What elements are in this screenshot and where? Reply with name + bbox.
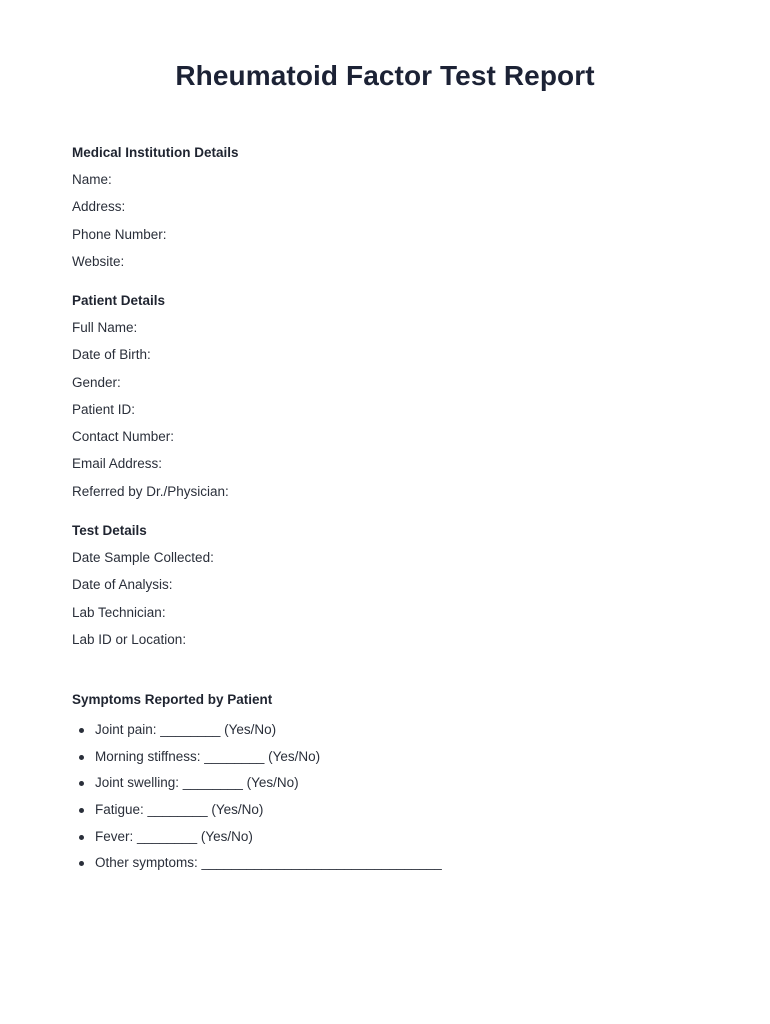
patient-full-name-field: Full Name: bbox=[72, 320, 138, 335]
patient-id-field: Patient ID: bbox=[72, 401, 136, 417]
symptoms-list bbox=[72, 720, 692, 873]
institution-heading: Medical Institution Details bbox=[72, 145, 239, 160]
patient-contact-field: Contact Number: bbox=[72, 429, 175, 445]
symptoms-section bbox=[72, 690, 692, 880]
symptom-other bbox=[72, 853, 692, 873]
bullet-icon bbox=[79, 728, 84, 733]
symptom-joint-pain bbox=[72, 720, 692, 740]
institution-name-field: Name: bbox=[72, 172, 112, 187]
bullet-icon bbox=[79, 808, 84, 813]
institution-section bbox=[72, 143, 692, 279]
symptom-text: Fever: ________ (Yes/No) bbox=[95, 828, 253, 844]
institution-address-field: Address: bbox=[72, 199, 126, 215]
test-heading: Test Details bbox=[72, 523, 147, 538]
patient-gender-field: Gender: bbox=[72, 374, 121, 390]
symptom-fatigue bbox=[72, 800, 692, 820]
test-section bbox=[72, 521, 692, 657]
bullet-icon bbox=[79, 861, 84, 866]
patient-section bbox=[72, 291, 692, 509]
symptom-joint-swelling bbox=[72, 773, 692, 793]
symptom-text: Joint swelling: ________ (Yes/No) bbox=[95, 775, 299, 791]
bullet-icon bbox=[79, 781, 84, 786]
patient-email-field: Email Address: bbox=[72, 456, 163, 472]
symptoms-heading: Symptoms Reported by Patient bbox=[72, 692, 273, 707]
patient-heading: Patient Details bbox=[72, 293, 166, 308]
bullet-icon bbox=[79, 835, 84, 840]
test-date-analysis-field: Date of Analysis: bbox=[72, 577, 173, 593]
test-date-collected-field: Date Sample Collected: bbox=[72, 550, 214, 565]
page-title: Rheumatoid Factor Test Report bbox=[175, 60, 595, 91]
bullet-icon bbox=[79, 755, 84, 760]
symptom-text: Morning stiffness: ________ (Yes/No) bbox=[95, 748, 321, 764]
symptom-morning-stiffness bbox=[72, 747, 692, 767]
symptom-text: Fatigue: ________ (Yes/No) bbox=[95, 802, 264, 818]
patient-referred-field: Referred by Dr./Physician: bbox=[72, 483, 229, 499]
test-lab-technician-field: Lab Technician: bbox=[72, 604, 166, 620]
symptom-fever bbox=[72, 827, 692, 847]
symptom-text: Other symptoms: ________________________________ bbox=[95, 855, 442, 871]
institution-website-field: Website: bbox=[72, 253, 125, 269]
test-lab-id-field: Lab ID or Location: bbox=[72, 631, 187, 647]
institution-phone-field: Phone Number: bbox=[72, 226, 167, 242]
symptom-text: Joint pain: ________ (Yes/No) bbox=[95, 722, 277, 737]
patient-dob-field: Date of Birth: bbox=[72, 347, 151, 363]
